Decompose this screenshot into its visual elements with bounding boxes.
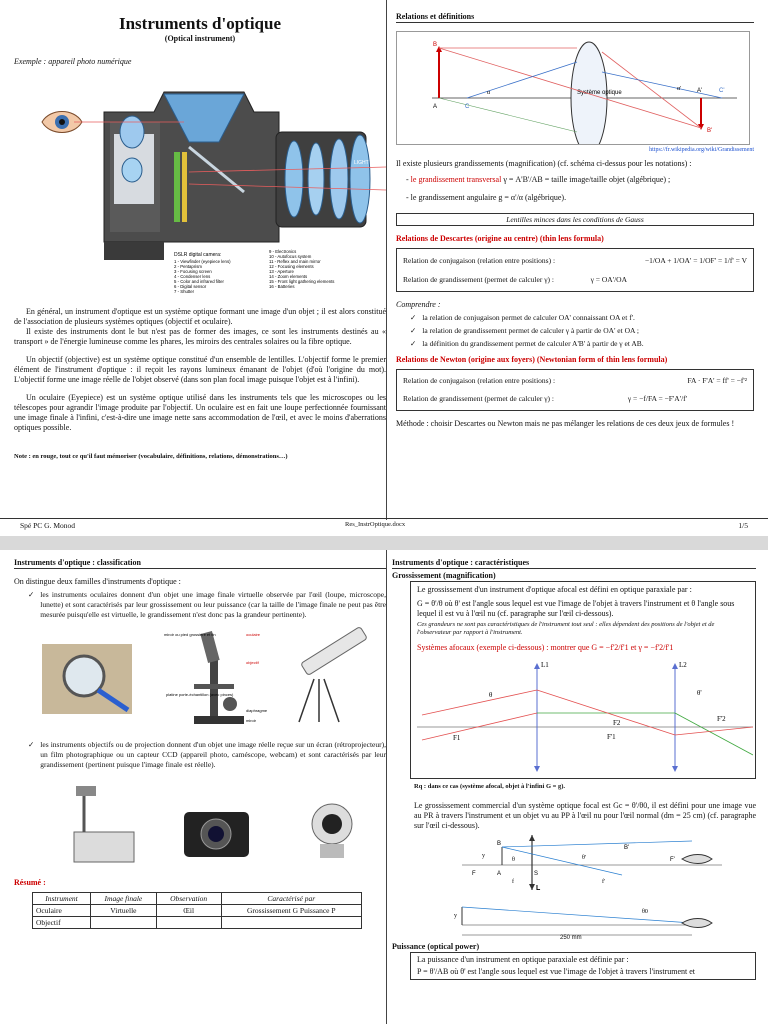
grossissement-formula: G = θ'/θ où θ' est l'angle sous lequel est vue l'image de l'objet à travers l'instrument et θ l'angle sous lequel il est vu à l'œil nu (cf. paragraphe sur l'œil ci-dessous). [417, 599, 735, 618]
section-classification: Instruments d'optique : classification [14, 558, 386, 569]
height-y: y [454, 913, 457, 919]
grossissement-note: Ces grandeurs ne sont pas caractéristiques de l'instrument tout seul : elles dépendent des positions de l'objet et de l'observateur par rapport à l'instrument. [417, 621, 715, 636]
angle-theta-prime: θ' [697, 689, 702, 697]
example-label: Exemple : appareil photo numérique [14, 57, 132, 66]
descartes-grand-label: Relation de grandissement (permet de calculer γ) : [403, 275, 554, 284]
table-cell: Grossissement G Puissance P [221, 905, 361, 917]
page2-right-column [392, 550, 756, 1024]
section-caracteristiques: Instruments d'optique : caractéristiques [392, 558, 756, 569]
legend-item: 5 - Color and infrared filter [174, 279, 224, 284]
paragraph-objectif: Un objectif (objective) est un système optique constitué d'un ensemble de lentilles. L'objectif forme le premier élément de l'instrument d'optique : il reçoit les rayons lumineux émanant de l'objet (d'où l'origine du mot). L'objectif forme une image réelle de l'objet observé (dans son plan focal image puisque l'objet est à l'infini). [14, 355, 386, 384]
memo-note: Note : en rouge, tout ce qu'il faut mémoriser (vocabulaire, définitions, relations, démonstrations…) [14, 453, 288, 460]
point-A: A [433, 104, 438, 110]
point-B: B [433, 42, 438, 48]
lens-L: L [536, 885, 541, 892]
table-row [33, 917, 362, 929]
micro-label: miroir [246, 718, 256, 723]
table-cell [221, 917, 361, 929]
legend-item: 9 - Electronics [269, 249, 297, 254]
table-cell [156, 917, 221, 929]
grossissement-def: Le grossissement d'un instrument d'optique afocal est défini en optique paraxiale par : [417, 585, 692, 594]
micro-label: diaphragme [246, 708, 268, 713]
point-S: S [534, 871, 539, 877]
oculaire-instruments-images [14, 624, 386, 732]
descartes-conj-label: Relation de conjugaison (relation entre positions) : [403, 256, 556, 265]
angle-theta-prime: θ' [582, 855, 586, 861]
legend-item: 15 - Front light gathering elements [269, 279, 335, 284]
grossissement-commercial: Le grossissement commercial d'un système optique focal est Gc = θ'/θ0, il est défini pour une image vue au PR à travers l'instrument et un objet vu au PP à l'œil nu pour l'œil normal (dm = 25 cm) (cf. paragraphe sur l'œil ci-dessous). [414, 801, 756, 830]
newton-grand-label: Relation de grandissement (permet de calculer γ) : [403, 394, 554, 403]
point-C-prime: C' [719, 88, 725, 94]
puissance-title: Puissance (optical power) [392, 942, 480, 951]
camera-cutaway-illustration [14, 72, 386, 297]
point-A: A [497, 871, 502, 877]
grossissement-box [410, 581, 756, 779]
page1-left-column [14, 0, 386, 520]
puissance-box [410, 952, 756, 980]
point-F-prime: F' [670, 857, 675, 863]
classification-intro: On distingue deux familles d'instruments d'optique : [14, 577, 181, 586]
resume-table [32, 892, 362, 929]
angle-theta0: θ0 [642, 909, 648, 915]
paragraph-oculaire: Un oculaire (Eyepiece) est un système optique utilisé dans les instruments tels que les microscopes ou les télescopes pour agrandir l'image produite par l'objectif. Un oculaire est en fait une loupe perfectionnée fournissant une image finale à l'infini, c'est-à-dire une image nette sans accommodation de l'œil, et avec le moins d'aberrations optiques possible. [14, 393, 386, 432]
micro-label: miroir ou pied grossière et fin [164, 632, 216, 637]
wikipedia-link[interactable]: https://fr.wikipedia.org/wiki/Grandissement [649, 147, 754, 153]
table-header-row [33, 893, 362, 905]
focus-F1-prime: F'1 [607, 733, 616, 741]
descartes-conj-formula: −1/OA + 1/OA' = 1/OF' = 1/f' = V [644, 256, 747, 265]
page1-right-column [396, 0, 754, 520]
column-divider [386, 0, 387, 520]
classification-oculaires: ✓ les instruments oculaires donnent d'un objet une image finale virtuelle observée par l'œil (loupe, microscope, lunette) et sont caractérisés par leur grossissement ou leur puissance (car la taille de l'image finale ne peut pas être mesurée puisqu'elle est virtuelle, le grandissement n'est donc pas la grandeur pertinente). [28, 590, 386, 619]
grandissement-intro: Il existe plusieurs grandissements (magnification) (cf. schéma ci-dessus pour les notations) : [396, 159, 692, 168]
afocal-title: Systèmes afocaux (exemple ci-dessous) : montrer que G = −f'2/f'1 et γ = −f'2/f'1 [417, 643, 674, 652]
table-cell: Œil [156, 905, 221, 917]
table-row [33, 905, 362, 917]
webcam-icon [312, 804, 352, 858]
point-B-prime: B' [624, 845, 630, 851]
focal-f-prime: f' [602, 879, 606, 885]
focus-F2: F2 [613, 719, 621, 727]
section-relations: Relations et définitions [396, 12, 754, 23]
focus-F1: F1 [453, 734, 461, 742]
legend-item: 16 - Batteries [269, 284, 295, 289]
grandissement-transversal: - le grandissement transversal γ = A'B'/AB = taille image/taille objet (algébrique) ; [406, 175, 671, 184]
column-divider [386, 550, 387, 1024]
table-cell: Virtuelle [91, 905, 157, 917]
legend-item: 12 - Focusing elements [269, 264, 314, 269]
table-header: Observation [156, 893, 221, 905]
microscope-icon [194, 631, 244, 724]
check-icon: ✓ [410, 339, 417, 348]
telescope-icon [299, 627, 367, 722]
page-title: Instruments d'optique [118, 14, 281, 33]
light-label: LIGHT [354, 160, 369, 166]
methode-note: Méthode : choisir Descartes ou Newton mais ne pas mélanger les relations de ces deux jeux de formules ! [396, 419, 735, 428]
puissance-def: La puissance d'un instrument en optique paraxiale est définie par : [417, 955, 629, 964]
legend-item: 1 - Viewfinder (eyepiece lens) [174, 259, 231, 264]
afocal-system-diagram [417, 655, 753, 775]
focus-F2-prime: F'2 [717, 715, 726, 723]
classification-objectifs: ✓ les instruments objectifs ou de projection donnent d'un objet une image réelle reçue sur un écran (rétroprojecteur), un film photographique ou un capteur CCD (appareil photo, caméscope, webcam) et sont caractérisés par leur grandissement (pertinent puisque l'image finale est réelle). [28, 740, 386, 769]
check-icon: ✓ [410, 313, 417, 322]
angle-theta: θ [512, 857, 515, 863]
legend-item: 10 - Autofocus system [269, 254, 312, 259]
table-header: Image finale [91, 893, 157, 905]
paragraph-instrument: En général, un instrument d'optique est un système optique formant une image d'un objet ; il est alors constitué de l'association de plusieurs systèmes optiques (objectif et oculaire). [14, 307, 386, 326]
check-icon: ✓ [28, 740, 35, 749]
puissance-formula: P = θ'/AB où θ' est l'angle sous lequel est vue l'image de l'objet à travers l'instrument et [417, 967, 696, 976]
point-B-prime: B' [707, 128, 713, 134]
page2-left-column [14, 550, 386, 1024]
table-header: Caractérisé par [221, 893, 361, 905]
lens-L2-label: L2 [679, 661, 687, 669]
comprendre-item: ✓ la relation de conjugaison permet de calculer OA' connaissant OA et f'. [410, 313, 635, 322]
loupe-diagram [442, 835, 742, 940]
page-subtitle: (Optical instrument) [164, 34, 236, 43]
footer-page-number: 1/5 [738, 521, 748, 530]
resume-label: Résumé : [14, 878, 46, 887]
system-label: Système optique [577, 90, 622, 96]
descartes-title: Relations de Descartes (origine au centre) (thin lens formula) [396, 234, 604, 243]
point-B: B [497, 841, 502, 847]
table-cell: Oculaire [33, 905, 91, 917]
comprendre-item: ✓ la relation de grandissement permet de calculer γ à partir de OA' et OA ; [410, 326, 639, 335]
legend-item: 7 - Shutter [174, 289, 195, 294]
micro-label: platine porte-échantillon (avec pinces) [166, 692, 234, 697]
comprendre-item: ✓ la définition du grandissement permet de calculer A'B' à partir de γ et AB. [410, 339, 644, 348]
legend-item: 4 - Condenser lens [174, 274, 211, 279]
point-C: C [465, 104, 470, 110]
footer-author: Spé PC G. Monod [20, 521, 76, 530]
newton-box [396, 369, 754, 411]
page-2 [0, 550, 768, 1024]
angle-alpha: α [487, 90, 491, 96]
legend-item: 2 - Pentaprism [174, 264, 202, 269]
angle-theta: θ [489, 691, 493, 699]
legend-item: 3 - Focusing screen [174, 269, 212, 274]
table-cell: Objectif [33, 917, 91, 929]
camera-icon [184, 812, 249, 857]
micro-label: objectif [246, 660, 259, 665]
table-header: Instrument [33, 893, 91, 905]
footer-filename: Res_InstrOptique.docx [345, 521, 406, 528]
angle-alpha-prime: α' [677, 86, 682, 92]
newton-conj-label: Relation de conjugaison (relation entre positions) : [403, 376, 556, 385]
micro-label: oculaire [246, 632, 261, 637]
grandissement-angulaire: - le grandissement angulaire g = α'/α (algébrique). [406, 193, 567, 202]
lens-L1-label: L1 [541, 661, 549, 669]
newton-grand-formula: γ = −f/FA = −F'A'/f' [627, 394, 687, 403]
table-cell [91, 917, 157, 929]
legend-item: 11 - Reflex and main mirror [269, 259, 321, 264]
legend-item: 6 - Digital sensor [174, 284, 207, 289]
lentilles-box: Lentilles minces dans les conditions de Gauss [396, 213, 754, 226]
point-A-prime: A' [697, 88, 703, 94]
camera-caption: DSLR digital camera: [174, 252, 222, 258]
descartes-box [396, 248, 754, 292]
newton-conj-formula: FA · F'A' = ff' = −f'² [687, 376, 747, 385]
grossissement-title: Grossissement (magnification) [392, 571, 496, 580]
distance-label: 250 mm [560, 935, 582, 940]
check-icon: ✓ [28, 590, 35, 599]
check-icon: ✓ [410, 326, 417, 335]
height-y: y [482, 853, 485, 859]
objectif-instruments-images [14, 774, 386, 874]
legend-item: 13 - Aperture [269, 269, 294, 274]
page1-footer [0, 518, 768, 533]
newton-title: Relations de Newton (origine aux foyers) (Newtonian form of thin lens formula) [396, 355, 668, 364]
projector-icon [74, 786, 134, 862]
descartes-grand-formula: γ = OA'/OA [590, 275, 627, 284]
comprendre-label: Comprendre : [396, 300, 441, 309]
point-F: F [472, 871, 476, 877]
focal-f: f [512, 879, 514, 885]
afocal-remark: Rq : dans ce cas (système afocal, objet à l'infini G = g). [414, 783, 566, 790]
legend-item: 14 - Zoom elements [269, 274, 308, 279]
paragraph-other-instruments: Il existe des instruments dont le but n'est pas de former des images, ce sont les instruments destinés au « transport » de l'énergie lumineuse comme les phares, les miroirs des centrales solaires ou la fibre optique. [14, 327, 386, 346]
optical-system-diagram [396, 31, 750, 145]
page-separator [0, 536, 768, 550]
